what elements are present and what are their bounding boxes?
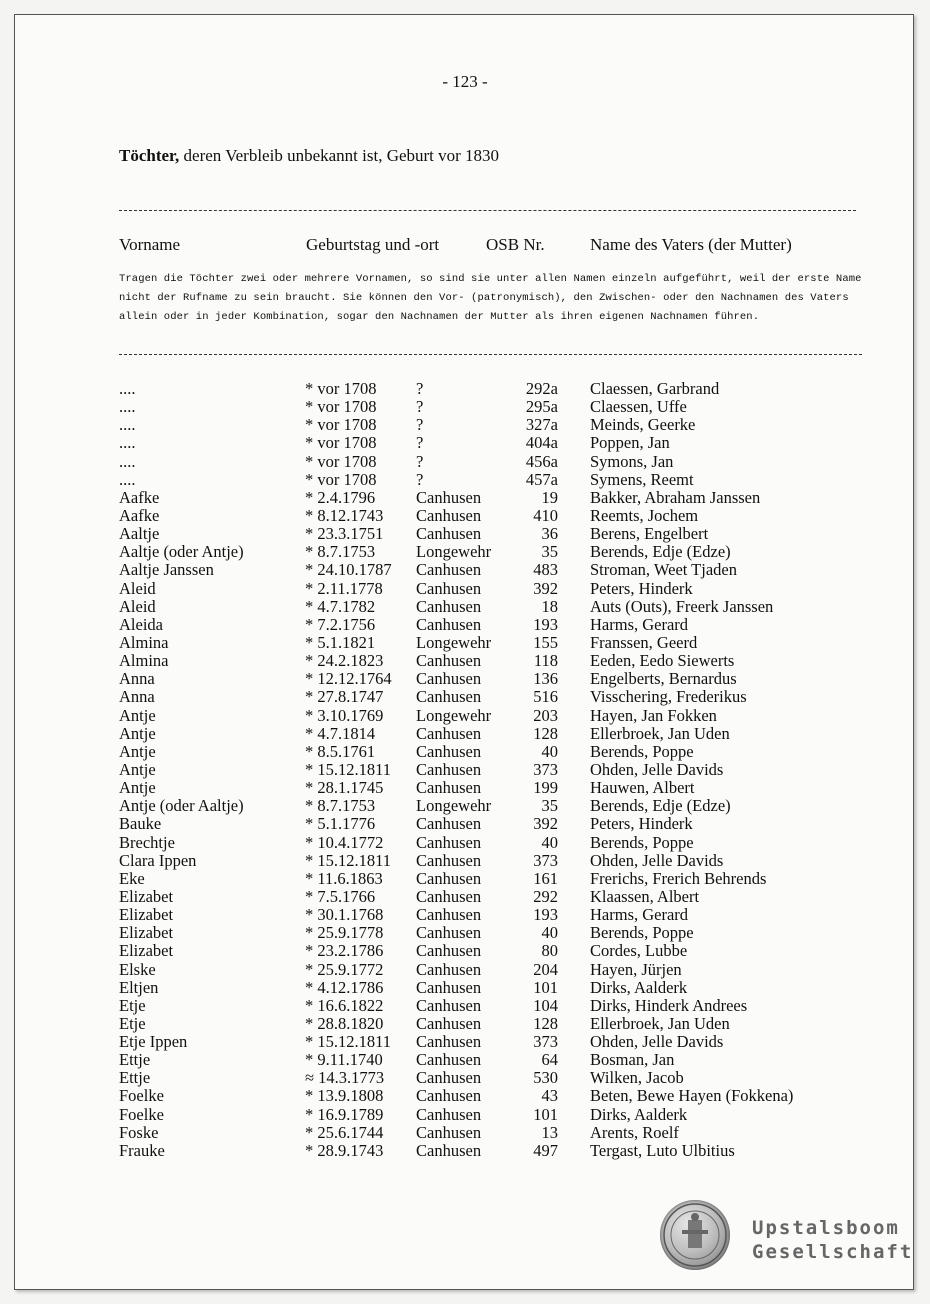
table-row: [0, 453, 930, 471]
father-name: Berends, Poppe: [590, 923, 694, 943]
daughter-name: ....: [119, 433, 136, 453]
birth-date: * 28.9.1743: [305, 1140, 384, 1160]
daughter-name: Antje: [119, 723, 156, 743]
birth-date: * 23.2.1786: [305, 941, 384, 961]
osb-number: 292: [533, 886, 558, 906]
table-row: [0, 1033, 930, 1051]
daughter-name: Elizabet: [119, 941, 174, 961]
daughter-name: Antje (oder Aaltje): [119, 796, 244, 816]
father-name: Tergast, Luto Ulbitius: [590, 1140, 735, 1160]
father-name: Harms, Gerard: [590, 905, 689, 925]
birth-place: Canhusen: [416, 1013, 482, 1033]
birth-place: Canhusen: [416, 578, 482, 598]
father-name: Wilken, Jacob: [590, 1068, 684, 1088]
table-row: [0, 1069, 930, 1087]
father-name: Arents, Roelf: [590, 1122, 679, 1142]
birth-date: * 25.9.1778: [305, 923, 384, 943]
osb-number: 516: [533, 687, 558, 707]
birth-date: * 30.1.1768: [305, 905, 384, 925]
father-name: Engelberts, Bernardus: [590, 669, 737, 689]
table-row: [0, 979, 930, 997]
birth-date: * 27.8.1747: [305, 687, 384, 707]
upstalsboom-logo: [660, 1200, 914, 1270]
father-name: Bakker, Abraham Janssen: [590, 487, 761, 507]
osb-number: 204: [533, 959, 558, 979]
daughter-name: Antje: [119, 705, 156, 725]
father-name: Peters, Hinderk: [590, 814, 693, 834]
table-row: [0, 852, 930, 870]
birth-date: * 15.12.1811: [305, 759, 392, 779]
father-name: Visschering, Frederikus: [590, 687, 747, 707]
table-row: [0, 525, 930, 543]
daughter-name: Clara Ippen: [119, 850, 197, 870]
father-name: Hayen, Jan Fokken: [590, 705, 717, 725]
osb-number: 193: [533, 905, 558, 925]
birth-date: * vor 1708: [305, 433, 377, 453]
table-row: [0, 834, 930, 852]
birth-place: Canhusen: [416, 596, 482, 616]
birth-place: Canhusen: [416, 1050, 482, 1070]
birth-place: Canhusen: [416, 941, 482, 961]
osb-number: 193: [533, 614, 558, 634]
table-row: [0, 761, 930, 779]
birth-date: * 7.2.1756: [305, 614, 376, 634]
birth-date: * 11.6.1863: [305, 868, 383, 888]
daughter-name: Aafke: [119, 505, 160, 525]
birth-date: * 4.7.1782: [305, 596, 376, 616]
osb-number: 64: [541, 1050, 558, 1070]
osb-number: 392: [533, 578, 558, 598]
header-vater: Name des Vaters (der Mutter): [590, 235, 792, 254]
birth-place: Canhusen: [416, 560, 482, 580]
osb-number: 13: [541, 1122, 558, 1142]
father-name: Ohden, Jelle Davids: [590, 1032, 724, 1052]
birth-place: Longewehr: [416, 542, 492, 562]
birth-date: * 24.2.1823: [305, 651, 384, 671]
birth-date: * 16.9.1789: [305, 1104, 384, 1124]
father-name: Franssen, Geerd: [590, 632, 698, 652]
birth-date: * vor 1708: [305, 397, 377, 417]
father-name: Symens, Reemt: [590, 469, 694, 489]
osb-number: 155: [533, 632, 558, 652]
birth-date: * vor 1708: [305, 469, 377, 489]
title-bold: Töchter,: [119, 146, 180, 165]
birth-date: * 5.1.1821: [305, 632, 376, 652]
table-row: [0, 815, 930, 833]
osb-number: 327a: [525, 415, 558, 435]
birth-date: * 8.7.1753: [305, 542, 376, 562]
osb-number: 35: [541, 796, 558, 816]
daughter-name: Foelke: [119, 1104, 164, 1124]
daughter-name: Antje: [119, 759, 156, 779]
daughter-name: Etje: [119, 995, 146, 1015]
table-row: [0, 797, 930, 815]
osb-number: 19: [541, 487, 558, 507]
daughter-name: Elske: [119, 959, 156, 979]
birth-place: ?: [416, 433, 424, 453]
father-name: Poppen, Jan: [590, 433, 670, 453]
father-name: Peters, Hinderk: [590, 578, 693, 598]
table-row: [0, 942, 930, 960]
osb-number: 456a: [525, 451, 558, 471]
father-name: Auts (Outs), Freerk Janssen: [590, 596, 774, 616]
daughter-name: Foske: [119, 1122, 159, 1142]
daughter-name: Anna: [119, 687, 155, 707]
birth-place: Canhusen: [416, 832, 482, 852]
table-row: [0, 707, 930, 725]
osb-number: 203: [533, 705, 558, 725]
daughter-name: Aleida: [119, 614, 163, 634]
birth-place: ?: [416, 469, 424, 489]
birth-date: * 24.10.1787: [305, 560, 392, 580]
table-row: [0, 1051, 930, 1069]
table-row: [0, 471, 930, 489]
daughter-name: ....: [119, 397, 136, 417]
osb-number: 457a: [525, 469, 558, 489]
table-row: [0, 380, 930, 398]
birth-date: * 16.6.1822: [305, 995, 384, 1015]
table-row: [0, 1124, 930, 1142]
birth-place: Canhusen: [416, 1122, 482, 1142]
birth-place: ?: [416, 379, 424, 398]
father-name: Meinds, Geerke: [590, 415, 696, 435]
osb-number: 410: [533, 505, 558, 525]
birth-date: * vor 1708: [305, 415, 377, 435]
birth-date: * 8.5.1761: [305, 741, 376, 761]
birth-place: Canhusen: [416, 1140, 482, 1160]
birth-place: Canhusen: [416, 723, 482, 743]
daughter-name: ....: [119, 415, 136, 435]
explanatory-note: Tragen die Töchter zwei oder mehrere Vornamen, so sind sie unter allen Namen einzeln aufgeführt, weil der erste Name nicht der Rufname zu sein braucht. Sie können den Vor- (patronymisch), den Zwischen- oder den Nachnamen des Vaters allein oder in jeder Kombination, sogar den Nachnamen der Mutter als ihren eigenen Nachnamen führen.: [119, 273, 862, 323]
table-row: [0, 598, 930, 616]
header-geburt: Geburtstag und -ort: [306, 235, 440, 254]
daughter-name: Aaltje (oder Antje): [119, 542, 244, 562]
father-name: Klaassen, Albert: [590, 886, 700, 906]
birth-date: * 10.4.1772: [305, 832, 384, 852]
daughter-name: Brechtje: [119, 832, 175, 852]
birth-place: Canhusen: [416, 850, 482, 870]
birth-place: Longewehr: [416, 796, 492, 816]
daughter-name: Aafke: [119, 487, 160, 507]
birth-date: * 13.9.1808: [305, 1086, 384, 1106]
daughter-name: Aaltje: [119, 524, 160, 544]
father-name: Symons, Jan: [590, 451, 674, 471]
osb-number: 497: [533, 1140, 558, 1160]
daughter-name: Eltjen: [119, 977, 159, 997]
table-row: [0, 652, 930, 670]
birth-date: * 9.11.1740: [305, 1050, 383, 1070]
father-name: Cordes, Lubbe: [590, 941, 688, 961]
father-name: Reemts, Jochem: [590, 505, 699, 525]
birth-place: Canhusen: [416, 868, 482, 888]
osb-number: 40: [541, 923, 558, 943]
table-row: [0, 961, 930, 979]
daughter-name: Aaltje Janssen: [119, 560, 214, 580]
birth-date: * 7.5.1766: [305, 886, 376, 906]
birth-place: Canhusen: [416, 814, 482, 834]
birth-date: * 15.12.1811: [305, 850, 392, 870]
birth-place: Canhusen: [416, 886, 482, 906]
daughter-name: Almina: [119, 632, 169, 652]
birth-place: ?: [416, 415, 424, 435]
daughter-name: Elizabet: [119, 886, 174, 906]
birth-place: Canhusen: [416, 759, 482, 779]
table-row: [0, 561, 930, 579]
birth-place: ?: [416, 397, 424, 417]
osb-number: 295a: [525, 397, 558, 417]
birth-date: * 4.12.1786: [305, 977, 384, 997]
father-name: Berends, Edje (Edze): [590, 796, 731, 816]
header-osb: OSB Nr.: [486, 235, 545, 254]
daughter-name: Elizabet: [119, 923, 174, 943]
birth-place: Canhusen: [416, 651, 482, 671]
osb-number: 104: [533, 995, 558, 1015]
osb-number: 101: [533, 977, 558, 997]
daughter-name: Etje Ippen: [119, 1032, 188, 1052]
osb-number: 530: [533, 1068, 558, 1088]
birth-date: * 28.8.1820: [305, 1013, 384, 1033]
birth-date: * 25.6.1744: [305, 1122, 384, 1142]
table-row: [0, 743, 930, 761]
table-row: [0, 543, 930, 561]
birth-date: * 2.11.1778: [305, 578, 383, 598]
title-rest: deren Verbleib unbekannt ist, Geburt vor 1830: [179, 146, 500, 165]
table-row: [0, 416, 930, 434]
father-name: Eeden, Eedo Siewerts: [590, 651, 735, 671]
birth-date: * 8.7.1753: [305, 796, 376, 816]
birth-place: Longewehr: [416, 705, 492, 725]
seal-icon: [660, 1200, 730, 1270]
father-name: Harms, Gerard: [590, 614, 689, 634]
osb-number: 36: [541, 524, 558, 544]
table-row: [0, 725, 930, 743]
birth-date: * 2.4.1796: [305, 487, 376, 507]
table-row: [0, 398, 930, 416]
osb-number: 373: [533, 850, 558, 870]
father-name: Berends, Poppe: [590, 741, 694, 761]
birth-date: * 5.1.1776: [305, 814, 376, 834]
osb-number: 392: [533, 814, 558, 834]
osb-number: 118: [533, 651, 558, 671]
logo-text: [752, 1216, 913, 1264]
daughter-name: Ettje: [119, 1050, 151, 1070]
daughter-name: Anna: [119, 669, 155, 689]
father-name: Berends, Edje (Edze): [590, 542, 731, 562]
osb-number: 43: [541, 1086, 558, 1106]
table-row: [0, 997, 930, 1015]
osb-number: 199: [533, 778, 558, 798]
birth-place: Canhusen: [416, 669, 482, 689]
divider-top: [119, 210, 856, 211]
osb-number: 136: [533, 669, 558, 689]
osb-number: 80: [541, 941, 558, 961]
birth-place: Canhusen: [416, 977, 482, 997]
father-name: Ohden, Jelle Davids: [590, 850, 724, 870]
daughter-name: Aleid: [119, 596, 156, 616]
birth-place: Canhusen: [416, 524, 482, 544]
page-title: [119, 146, 499, 166]
table-row: [0, 634, 930, 652]
daughter-name: ....: [119, 451, 136, 471]
birth-place: Canhusen: [416, 995, 482, 1015]
birth-place: Canhusen: [416, 1086, 482, 1106]
daughter-name: Antje: [119, 778, 156, 798]
osb-number: 35: [541, 542, 558, 562]
birth-date: ≈ 14.3.1773: [305, 1068, 385, 1088]
birth-date: * 15.12.1811: [305, 1032, 392, 1052]
birth-place: Canhusen: [416, 959, 482, 979]
table-row: [0, 670, 930, 688]
table-row: [0, 888, 930, 906]
divider-bottom: [119, 354, 862, 355]
birth-place: Canhusen: [416, 923, 482, 943]
osb-number: 292a: [525, 379, 558, 398]
osb-number: 373: [533, 1032, 558, 1052]
birth-place: Canhusen: [416, 614, 482, 634]
table-row: [0, 580, 930, 598]
birth-date: * 3.10.1769: [305, 705, 384, 725]
table-row: [0, 489, 930, 507]
birth-date: * 23.3.1751: [305, 524, 384, 544]
daughter-name: Etje: [119, 1013, 146, 1033]
father-name: Dirks, Aalderk: [590, 977, 688, 997]
table-row: [0, 616, 930, 634]
logo-line-2: Gesellschaft: [752, 1241, 914, 1263]
father-name: Ellerbroek, Jan Uden: [590, 723, 730, 743]
birth-place: Canhusen: [416, 487, 482, 507]
father-name: Ohden, Jelle Davids: [590, 759, 724, 779]
page-number: - 123 -: [442, 72, 488, 91]
osb-number: 40: [541, 741, 558, 761]
table-row: [0, 434, 930, 452]
father-name: Frerichs, Frerich Behrends: [590, 868, 767, 888]
daughter-name: Elizabet: [119, 905, 174, 925]
father-name: Berens, Engelbert: [590, 524, 709, 544]
daughter-name: ....: [119, 469, 136, 489]
osb-number: 483: [533, 560, 558, 580]
osb-number: 161: [533, 868, 558, 888]
birth-place: Canhusen: [416, 505, 482, 525]
osb-number: 18: [541, 596, 558, 616]
daughters-list: [0, 380, 930, 1160]
daughter-name: Aleid: [119, 578, 156, 598]
birth-date: * 28.1.1745: [305, 778, 384, 798]
daughter-name: Ettje: [119, 1068, 151, 1088]
father-name: Stroman, Weet Tjaden: [590, 560, 737, 580]
father-name: Ellerbroek, Jan Uden: [590, 1013, 730, 1033]
birth-place: Canhusen: [416, 778, 482, 798]
birth-place: Canhusen: [416, 1068, 482, 1088]
birth-date: * 4.7.1814: [305, 723, 376, 743]
birth-place: Canhusen: [416, 1032, 482, 1052]
birth-place: Longewehr: [416, 632, 492, 652]
table-row: [0, 870, 930, 888]
table-row: [0, 779, 930, 797]
birth-date: * 8.12.1743: [305, 505, 384, 525]
birth-date: * 25.9.1772: [305, 959, 384, 979]
birth-place: Canhusen: [416, 905, 482, 925]
father-name: Dirks, Aalderk: [590, 1104, 688, 1124]
osb-number: 128: [533, 1013, 558, 1033]
father-name: Berends, Poppe: [590, 832, 694, 852]
table-row: [0, 1015, 930, 1033]
table-row: [0, 507, 930, 525]
birth-place: Canhusen: [416, 687, 482, 707]
father-name: Hayen, Jürjen: [590, 959, 682, 979]
table-row: [0, 1142, 930, 1160]
osb-number: 373: [533, 759, 558, 779]
table-row: [0, 688, 930, 706]
father-name: Dirks, Hinderk Andrees: [590, 995, 748, 1015]
osb-number: 101: [533, 1104, 558, 1124]
daughter-name: Eke: [119, 868, 145, 888]
osb-number: 40: [541, 832, 558, 852]
table-row: [0, 924, 930, 942]
daughter-name: Frauke: [119, 1140, 165, 1160]
father-name: Hauwen, Albert: [590, 778, 695, 798]
osb-number: 404a: [525, 433, 558, 453]
birth-date: * 12.12.1764: [305, 669, 392, 689]
table-row: [0, 1087, 930, 1105]
table-row: [0, 906, 930, 924]
daughter-name: Foelke: [119, 1086, 164, 1106]
daughter-name: Antje: [119, 741, 156, 761]
father-name: Beten, Bewe Hayen (Fokkena): [590, 1086, 794, 1106]
osb-number: 128: [533, 723, 558, 743]
logo-line-1: Upstalsboom: [752, 1217, 900, 1239]
birth-place: Canhusen: [416, 741, 482, 761]
daughter-name: Bauke: [119, 814, 162, 834]
father-name: Claessen, Garbrand: [590, 379, 720, 398]
father-name: Claessen, Uffe: [590, 397, 687, 417]
birth-place: Canhusen: [416, 1104, 482, 1124]
daughter-name: ....: [119, 379, 136, 398]
birth-date: * vor 1708: [305, 379, 377, 398]
header-vorname: Vorname: [119, 235, 181, 254]
birth-date: * vor 1708: [305, 451, 377, 471]
daughter-name: Almina: [119, 651, 169, 671]
birth-place: ?: [416, 451, 424, 471]
father-name: Bosman, Jan: [590, 1050, 675, 1070]
table-row: [0, 1106, 930, 1124]
